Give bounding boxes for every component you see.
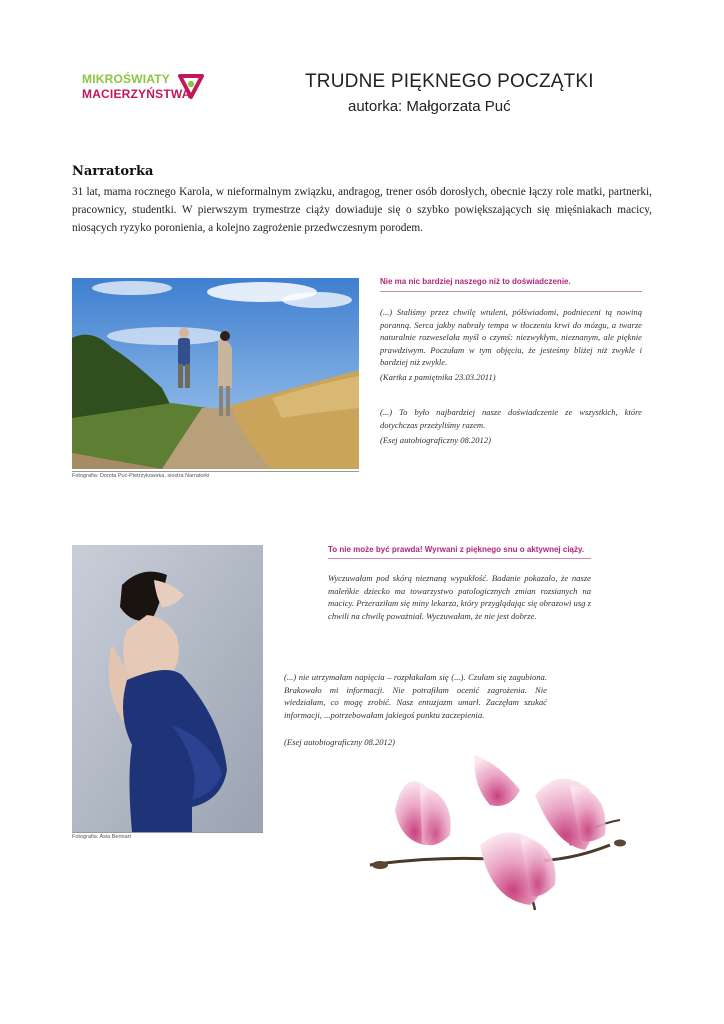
diary-quote: (...) Staliśmy przez chwilę wtuleni, półświadomi, podnieceni tą nowiną poranną. Serca jakby nabrały tempa w tłoczeniu krwi do mózgu, a twarze naturalnie rozweselała myśl o czymś: niezwykłym, nieznanym, ale pięknie prawdziwym. Poczułam w tym objęciu, że jesteśmy bliżej niż zwykle i bardziej niż zwykle.: [380, 307, 642, 368]
logo-line-1: MIKROŚWIATY: [82, 72, 170, 86]
author-line: autorka: Małgorzata Puć: [348, 98, 511, 115]
quote-source: (Esej autobiograficzny 08.2012): [284, 737, 395, 747]
narrator-heading: Narratorka: [72, 164, 154, 179]
narrator-description: 31 lat, mama rocznego Karola, w nieformalnym związku, andragog, trener osób dorosłych, obecnie łączy role matki, partnerki, pracownicy, studentki. W pierwszym trymestrze ciąży dowiaduje się o szybko powiększających się mięśniakach macicy, niosących ryzyko poronienia, a kolejno zagrożenie przedwczesnym porodem.: [72, 186, 652, 234]
logo-line-2: MACIERZYŃSTWA: [82, 87, 191, 101]
headline-divider: [380, 291, 642, 292]
essay-quote: Wyczuwałam pod skórą nieznaną wypukłość. Badanie pokazało, że nasze maleńkie dziecko ma towarzystwo patologicznych zmian rozsianych na macicy. Przeraziłam się miny lekarza, który przyglądając się obrazowi usg z chwili na chwilę poważniał. Wyczuwałam, że nie jest dobrze.: [328, 573, 591, 621]
photo-caption: Fotografia: Asia Bennart: [72, 832, 263, 840]
photo-caption: Fotografia: Dorota Puć-Pietrzykowska, siostra Narratorki: [72, 471, 359, 479]
section-headline: To nie może być prawda! Wyrwani z pięknego snu o aktywnej ciąży.: [328, 545, 585, 554]
magnolia-flower-image: [360, 735, 660, 935]
logo: [82, 70, 207, 104]
essay-quote: (...) To było najbardziej nasze doświadczenie ze wszystkich, które dotychczas przeżyliśmy razem.: [380, 407, 642, 430]
logo-emblem-icon: [178, 73, 204, 99]
quote-source: (Esej autobiograficzny 08.2012): [380, 435, 491, 445]
section-headline: Nie ma nic bardziej naszego niż to doświadczenie.: [380, 277, 571, 286]
quote-source: (Kartka z pamiętnika 23.03.2011): [380, 372, 496, 382]
page-title: TRUDNE PIĘKNEGO POCZĄTKI: [305, 71, 594, 92]
pregnant-woman-photo: [72, 545, 263, 832]
headline-divider: [328, 558, 591, 559]
essay-quote: (...) nie utrzymałam napięcia – rozpłakałam się (...). Czułam się zagubiona. Brakowało mi informacji. Nie potrafiłam ocenić zagrożenia. Nie wiedziałam, co mogę zrobić. Nasz entuzjazm umarł. Zaczęłam szukać informacji, ...potrzebowałam jakiegoś punktu zaczepienia.: [284, 672, 547, 720]
couple-walking-photo: [72, 278, 359, 469]
